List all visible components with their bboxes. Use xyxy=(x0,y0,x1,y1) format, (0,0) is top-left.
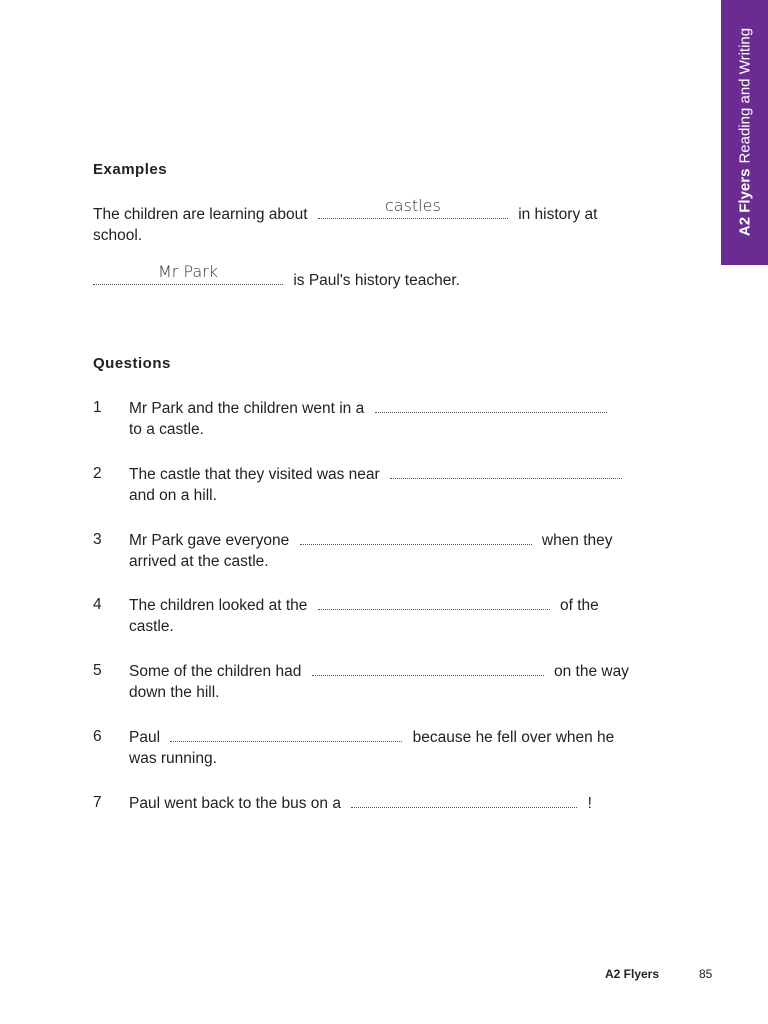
question-5-blank[interactable] xyxy=(312,661,544,676)
question-5-before: Some of the children had xyxy=(129,663,302,680)
question-5-line xyxy=(129,661,629,682)
question-1-blank[interactable] xyxy=(375,398,607,413)
question-2-blank[interactable] xyxy=(390,464,622,479)
question-1-before: Mr Park and the children went in a xyxy=(129,400,365,417)
question-3-blank[interactable] xyxy=(300,530,532,545)
example-2-after: is Paul's history teacher. xyxy=(293,272,460,289)
example-2-line xyxy=(93,262,460,291)
question-5-after: on the way xyxy=(553,663,629,680)
footer-title: A2 Flyers xyxy=(605,967,660,981)
question-6-line xyxy=(129,727,614,748)
question-4-number: 4 xyxy=(93,596,102,613)
question-3-after: when they xyxy=(541,532,613,549)
question-5-number: 5 xyxy=(93,662,102,679)
question-7-before: Paul went back to the bus on a xyxy=(129,795,341,812)
question-6-blank[interactable] xyxy=(170,727,402,742)
side-tab-section: Reading and Writing xyxy=(736,27,753,164)
question-1-cont: to a castle. xyxy=(129,421,204,438)
example-1-answer: castles xyxy=(384,196,441,215)
question-6-before: Paul xyxy=(129,729,161,746)
question-6-number: 6 xyxy=(93,728,102,745)
question-2-cont: and on a hill. xyxy=(129,487,217,504)
question-3-line xyxy=(129,530,613,551)
question-3-number: 3 xyxy=(93,531,102,548)
side-tab xyxy=(721,0,768,265)
question-2-number: 2 xyxy=(93,465,102,482)
question-6-cont: was running. xyxy=(129,750,217,767)
question-7-number: 7 xyxy=(93,794,102,811)
question-7-line xyxy=(129,793,592,814)
examples-heading: Examples xyxy=(93,161,168,178)
question-4-before: The children looked at the xyxy=(129,597,308,614)
page-number: 85 xyxy=(699,967,713,981)
example-2-answer: Mr Park xyxy=(157,262,219,281)
example-1-after: in history at xyxy=(518,206,598,223)
question-4-line xyxy=(129,595,599,616)
question-4-blank[interactable] xyxy=(318,595,550,610)
question-3-cont: arrived at the castle. xyxy=(129,553,269,570)
example-1-line xyxy=(93,196,598,225)
question-7-blank[interactable] xyxy=(351,793,577,808)
side-tab-level: A2 Flyers xyxy=(736,168,753,237)
question-6-after: because he fell over when he xyxy=(412,729,615,746)
question-4-after: of the xyxy=(560,597,599,614)
question-4-cont: castle. xyxy=(129,618,174,635)
questions-heading: Questions xyxy=(93,355,171,372)
example-1-cont: school. xyxy=(93,227,143,244)
question-1-number: 1 xyxy=(93,399,102,416)
question-5-cont: down the hill. xyxy=(129,684,220,701)
example-1-blank xyxy=(318,196,508,219)
question-3-before: Mr Park gave everyone xyxy=(129,532,290,549)
question-2-before: The castle that they visited was near xyxy=(129,466,380,483)
example-1-before: The children are learning about xyxy=(93,206,308,223)
question-1-line xyxy=(129,398,607,419)
side-tab-label xyxy=(736,28,753,236)
example-2-blank xyxy=(93,262,283,285)
question-2-line xyxy=(129,464,622,485)
question-7-after: ! xyxy=(587,795,592,812)
